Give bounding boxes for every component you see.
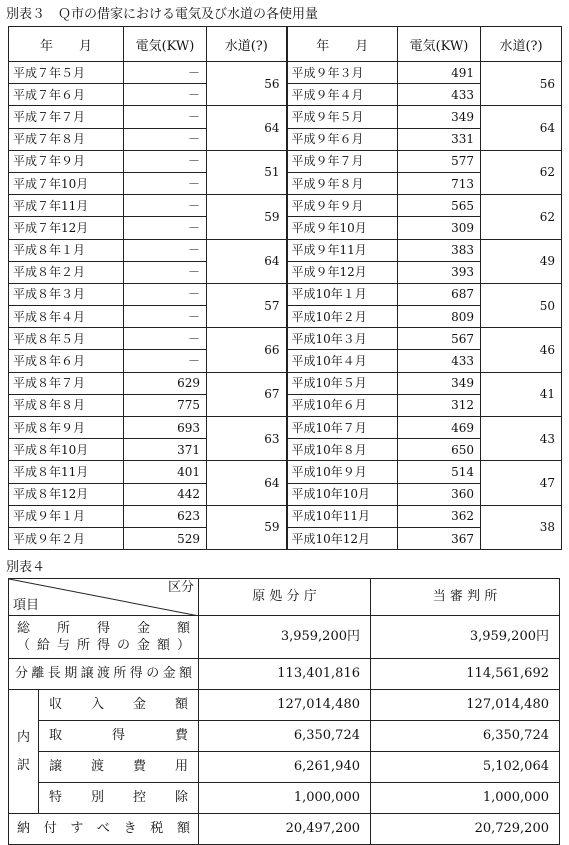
electricity-cell: 442	[124, 483, 207, 505]
month-cell: 平成10年８月	[287, 439, 398, 461]
usage-row	[9, 461, 562, 483]
electricity-cell: 809	[398, 306, 481, 328]
water-cell: 66	[207, 328, 287, 372]
month-cell: 平成８年４月	[9, 306, 124, 328]
electricity-cell: 565	[398, 195, 481, 217]
separate-income-original: 113,401,816	[199, 659, 371, 690]
electricity-cell: 362	[398, 505, 481, 527]
total-income-original: 3,959,200円	[199, 616, 371, 659]
month-cell: 平成８年６月	[9, 350, 124, 372]
month-cell: 平成10年９月	[287, 461, 398, 483]
month-cell: 平成９年１月	[9, 505, 124, 527]
usage-row	[9, 106, 562, 128]
month-cell: 平成10年２月	[287, 306, 398, 328]
month-cell: 平成８年７月	[9, 372, 124, 394]
water-cell: 64	[481, 106, 562, 150]
tax-due-label: 納付すべき税額	[9, 814, 199, 845]
table3-caption: 別表３ Ｑ市の借家における電気及び水道の各使用量	[6, 7, 319, 22]
water-cell: 43	[481, 417, 562, 461]
electricity-cell: 433	[398, 84, 481, 106]
header-corner-cell	[9, 579, 199, 616]
corner-label-category: 区分	[167, 580, 194, 595]
month-cell: 平成10年６月	[287, 394, 398, 416]
electricity-cell: －	[124, 261, 207, 283]
month-cell: 平成10年７月	[287, 417, 398, 439]
electricity-cell: －	[124, 217, 207, 239]
month-cell: 平成８年10月	[9, 439, 124, 461]
header-tribunal: 当 審 判 所	[371, 579, 560, 616]
water-cell: 38	[481, 505, 562, 549]
corner-label-item: 項目	[13, 598, 40, 613]
total-income-tribunal: 3,959,200円	[371, 616, 560, 659]
tax-table	[8, 578, 560, 845]
usage-row	[9, 195, 562, 217]
row-breakdown-3	[9, 783, 560, 814]
row-breakdown-2	[9, 752, 560, 783]
header-electricity-right: 電気(KW)	[398, 27, 481, 62]
month-cell: 平成８年３月	[9, 283, 124, 305]
month-cell: 平成８年９月	[9, 417, 124, 439]
electricity-cell: 529	[124, 527, 207, 549]
electricity-cell: 469	[398, 417, 481, 439]
electricity-cell: －	[124, 283, 207, 305]
electricity-cell: －	[124, 150, 207, 172]
month-cell: 平成９年11月	[287, 239, 398, 261]
month-cell: 平成７年８月	[9, 128, 124, 150]
month-cell: 平成９年12月	[287, 261, 398, 283]
electricity-cell: 393	[398, 261, 481, 283]
separate-income-tribunal: 114,561,692	[371, 659, 560, 690]
month-cell: 平成７年５月	[9, 62, 124, 84]
usage-row	[9, 328, 562, 350]
month-cell: 平成９年５月	[287, 106, 398, 128]
electricity-cell: 713	[398, 172, 481, 194]
header-electricity-left: 電気(KW)	[124, 27, 207, 62]
water-cell: 41	[481, 372, 562, 416]
row-breakdown-0	[9, 690, 560, 721]
header-original-office: 原 処 分 庁	[199, 579, 371, 616]
water-cell: 56	[481, 62, 562, 106]
row-separate-income	[9, 659, 560, 690]
month-cell: 平成７年９月	[9, 150, 124, 172]
usage-row	[9, 505, 562, 527]
row-breakdown-1	[9, 721, 560, 752]
usage-table-header	[9, 27, 562, 62]
total-income-label: 総所得金額	[17, 621, 190, 636]
month-cell: 平成10年５月	[287, 372, 398, 394]
electricity-cell: 629	[124, 372, 207, 394]
electricity-cell: 514	[398, 461, 481, 483]
row-total-income	[9, 616, 560, 659]
electricity-cell: －	[124, 239, 207, 261]
table4-caption: 別表４	[6, 560, 46, 575]
electricity-cell: －	[124, 128, 207, 150]
water-cell: 50	[481, 283, 562, 327]
electricity-cell: 383	[398, 239, 481, 261]
water-cell: 64	[207, 239, 287, 283]
water-cell: 47	[481, 461, 562, 505]
electricity-cell: 349	[398, 372, 481, 394]
breakdown-tribunal: 1,000,000	[371, 783, 560, 814]
usage-row	[9, 62, 562, 84]
total-income-sublabel: （給与所得の金額）	[17, 638, 190, 653]
electricity-cell: 371	[124, 439, 207, 461]
electricity-cell: 775	[124, 394, 207, 416]
electricity-cell: 331	[398, 128, 481, 150]
electricity-cell: 693	[124, 417, 207, 439]
month-cell: 平成８年12月	[9, 483, 124, 505]
water-cell: 51	[207, 150, 287, 194]
water-cell: 67	[207, 372, 287, 416]
water-cell: 62	[481, 150, 562, 194]
water-cell: 64	[207, 106, 287, 150]
month-cell: 平成10年４月	[287, 350, 398, 372]
month-cell: 平成10年１月	[287, 283, 398, 305]
usage-row	[9, 150, 562, 172]
month-cell: 平成７年12月	[9, 217, 124, 239]
month-cell: 平成10年12月	[287, 527, 398, 549]
month-cell: 平成９年４月	[287, 84, 398, 106]
electricity-cell: －	[124, 62, 207, 84]
electricity-cell: －	[124, 195, 207, 217]
water-cell: 57	[207, 283, 287, 327]
month-cell: 平成７年６月	[9, 84, 124, 106]
electricity-cell: 360	[398, 483, 481, 505]
usage-table	[8, 26, 562, 550]
header-water-right: 水道(?)	[481, 27, 562, 62]
water-cell: 64	[207, 461, 287, 505]
electricity-cell: 491	[398, 62, 481, 84]
breakdown-original: 6,350,724	[199, 721, 371, 752]
month-cell: 平成10年11月	[287, 505, 398, 527]
month-cell: 平成９年８月	[287, 172, 398, 194]
electricity-cell: 567	[398, 328, 481, 350]
breakdown-label: 譲渡費用	[39, 752, 199, 783]
tax-table-header	[9, 579, 560, 616]
tax-due-original: 20,497,200	[199, 814, 371, 845]
month-cell: 平成７年10月	[9, 172, 124, 194]
breakdown-original: 6,261,940	[199, 752, 371, 783]
breakdown-original: 127,014,480	[199, 690, 371, 721]
month-cell: 平成７年７月	[9, 106, 124, 128]
water-cell: 59	[207, 505, 287, 549]
separate-income-label: 分離長期譲渡所得の金額	[9, 659, 199, 690]
month-cell: 平成８年８月	[9, 394, 124, 416]
breakdown-tribunal: 5,102,064	[371, 752, 560, 783]
usage-row	[9, 239, 562, 261]
water-cell: 46	[481, 328, 562, 372]
usage-row	[9, 372, 562, 394]
month-cell: 平成９年９月	[287, 195, 398, 217]
water-cell: 59	[207, 195, 287, 239]
water-cell: 62	[481, 195, 562, 239]
electricity-cell: －	[124, 306, 207, 328]
electricity-cell: 367	[398, 527, 481, 549]
breakdown-label: 収入金額	[39, 690, 199, 721]
electricity-cell: －	[124, 172, 207, 194]
electricity-cell: 312	[398, 394, 481, 416]
month-cell: 平成８年１月	[9, 239, 124, 261]
month-cell: 平成９年６月	[287, 128, 398, 150]
electricity-cell: －	[124, 350, 207, 372]
usage-row	[9, 417, 562, 439]
header-water-left: 水道(?)	[207, 27, 287, 62]
header-month-left: 年 月	[9, 27, 124, 62]
month-cell: 平成10年３月	[287, 328, 398, 350]
month-cell: 平成９年10月	[287, 217, 398, 239]
water-cell: 56	[207, 62, 287, 106]
usage-row	[9, 283, 562, 305]
row-tax-due	[9, 814, 560, 845]
electricity-cell: 687	[398, 283, 481, 305]
water-cell: 63	[207, 417, 287, 461]
electricity-cell: －	[124, 84, 207, 106]
month-cell: 平成９年７月	[287, 150, 398, 172]
electricity-cell: －	[124, 106, 207, 128]
electricity-cell: 309	[398, 217, 481, 239]
tax-due-tribunal: 20,729,200	[371, 814, 560, 845]
month-cell: 平成８年２月	[9, 261, 124, 283]
electricity-cell: 433	[398, 350, 481, 372]
breakdown-tribunal: 6,350,724	[371, 721, 560, 752]
breakdown-tribunal: 127,014,480	[371, 690, 560, 721]
breakdown-label: 取得費	[39, 721, 199, 752]
electricity-cell: 401	[124, 461, 207, 483]
usage-table-body	[9, 62, 562, 550]
month-cell: 平成７年11月	[9, 195, 124, 217]
month-cell: 平成８年５月	[9, 328, 124, 350]
electricity-cell: －	[124, 328, 207, 350]
breakdown-original: 1,000,000	[199, 783, 371, 814]
breakdown-group-label: 内 訳	[9, 690, 39, 814]
electricity-cell: 577	[398, 150, 481, 172]
month-cell: 平成９年２月	[9, 527, 124, 549]
month-cell: 平成９年３月	[287, 62, 398, 84]
electricity-cell: 623	[124, 505, 207, 527]
header-month-right: 年 月	[287, 27, 398, 62]
electricity-cell: 349	[398, 106, 481, 128]
month-cell: 平成８年11月	[9, 461, 124, 483]
month-cell: 平成10年10月	[287, 483, 398, 505]
breakdown-label: 特別控除	[39, 783, 199, 814]
water-cell: 49	[481, 239, 562, 283]
electricity-cell: 650	[398, 439, 481, 461]
